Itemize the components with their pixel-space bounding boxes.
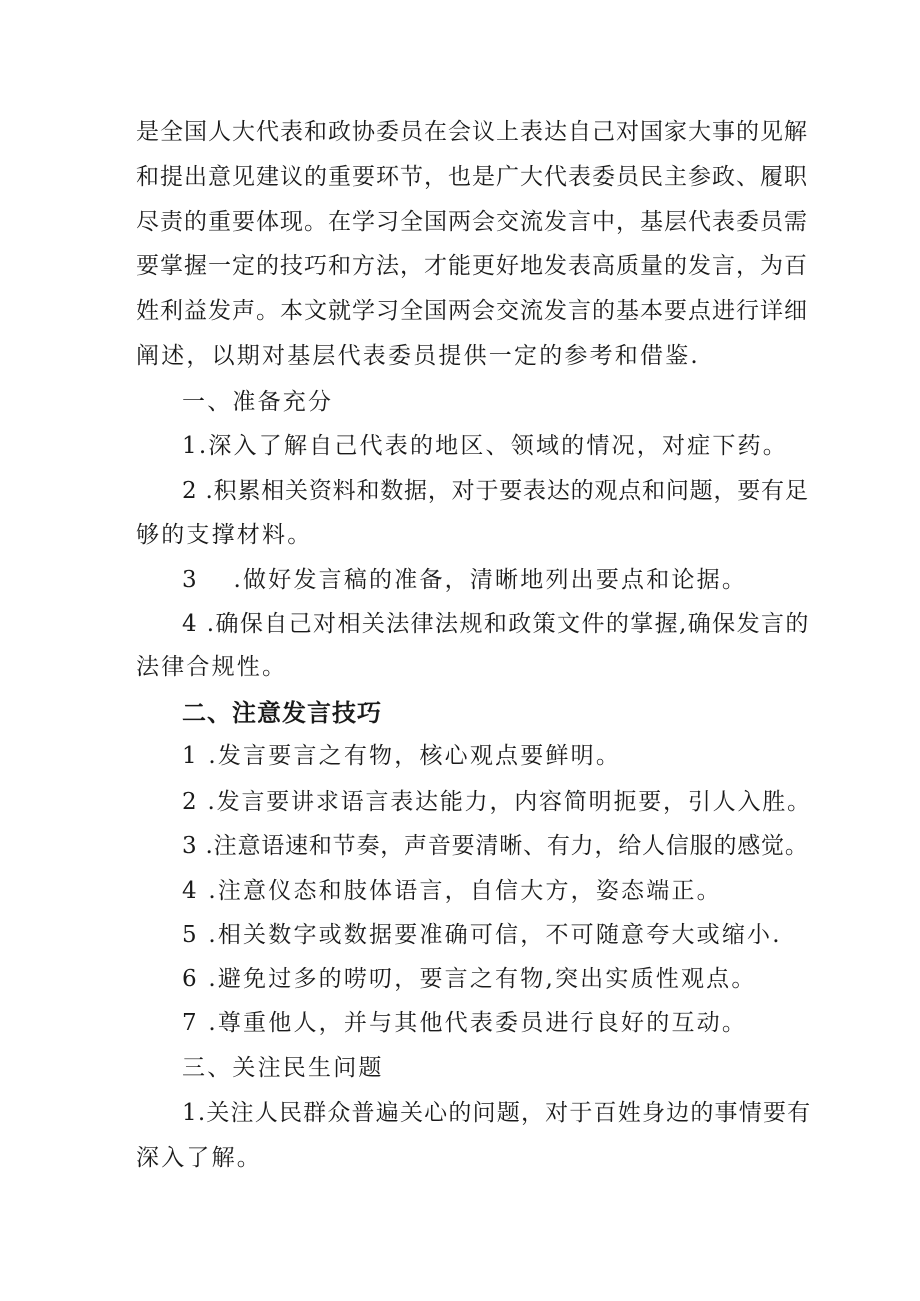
section2-item-1: 1 .发言要言之有物，核心观点要鲜明。 [182, 743, 622, 769]
intro-line-6: 阐述，以期对基层代表委员提供一定的参考和借鉴. [136, 343, 700, 369]
section1-item-1: 1.深入了解自己代表的地区、领域的情况，对症下药。 [182, 433, 788, 459]
section2-item-2: 2 .发言要讲求语言表达能力，内容简明扼要，引人入胜。 [182, 789, 812, 815]
section1-heading: 一、准备充分 [182, 389, 334, 415]
section2-item-5: 5 .相关数字或数据要准确可信，不可随意夸大或缩小. [182, 922, 782, 948]
section2-item-6: 6 .避免过多的唠叨，要言之有物,突出实质性观点。 [182, 966, 757, 992]
intro-line-3: 尽责的重要体现。在学习全国两会交流发言中，基层代表委员需 [136, 209, 808, 235]
section2-heading: 二、注意发言技巧 [182, 699, 382, 727]
section3-item-1-line-2: 深入了解。 [136, 1145, 262, 1171]
section1-item-4-line-1: 4 .确保自己对相关法律法规和政策文件的掌握,确保发言的 [182, 611, 810, 637]
intro-line-1: 是全国人大代表和政协委员在会议上表达自己对国家大事的见解 [136, 119, 808, 145]
intro-line-2: 和提出意见建议的重要环节，也是广大代表委员民主参政、履职 [136, 164, 808, 190]
section3-heading: 三、关注民生问题 [182, 1055, 384, 1081]
intro-line-5: 姓利益发声。本文就学习全国两会交流发言的基本要点进行详细 [136, 298, 808, 324]
section1-item-4-line-2: 法律合规性。 [136, 654, 288, 680]
section3-item-1-line-1: 1.关注人民群众普遍关心的问题，对于百姓身边的事情要有 [182, 1100, 812, 1126]
section1-item-2-line-1: 2 .积累相关资料和数据，对于要表达的观点和问题，要有足 [182, 478, 809, 504]
section2-item-7: 7 .尊重他人，并与其他代表委员进行良好的互动。 [182, 1010, 748, 1036]
section1-item-2-line-2: 够的支撑材料。 [136, 522, 313, 548]
section2-item-4: 4 .注意仪态和肢体语言，自信大方，姿态端正。 [182, 878, 722, 904]
section1-item-3: 3 .做好发言稿的准备，清晰地列出要点和论据。 [182, 567, 748, 593]
section2-item-3: 3 .注意语速和节奏，声音要清晰、有力，给人信服的感觉。 [182, 833, 809, 859]
intro-line-4: 要掌握一定的技巧和方法，才能更好地发表高质量的发言，为百 [136, 253, 808, 279]
